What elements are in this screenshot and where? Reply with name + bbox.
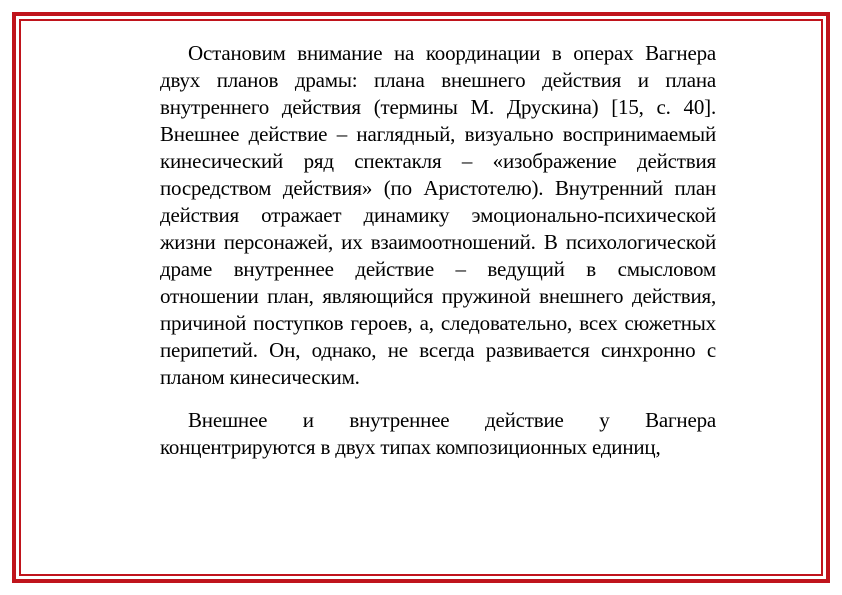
slide-text-body <box>160 40 716 461</box>
paragraph-2: Внешнее и внутреннее действие у Вагнера концентрируются в двух типах композиционных единиц, <box>160 408 716 459</box>
paragraph-1: Остановим внимание на координации в операх Вагнера двух планов драмы: плана внешнего действия и плана внутреннего действия (термины М. Друскина) [15, с. 40]. Внешнее действие – наглядный, визуально воспринимаемый кинесический ряд спектакля – «изображение действия посредством действия» (по Аристотелю). Внутренний план действия отражает динамику эмоционально-психической жизни персонажей, их взаимоотношений. В психологической драме внутреннее действие – ведущий в смысловом отношении план, являющийся пружиной внешнего действия, причиной поступков героев, а, следовательно, всех сюжетных перипетий. Он, однако, не всегда развивается синхронно с планом кинесическим. <box>160 41 716 389</box>
